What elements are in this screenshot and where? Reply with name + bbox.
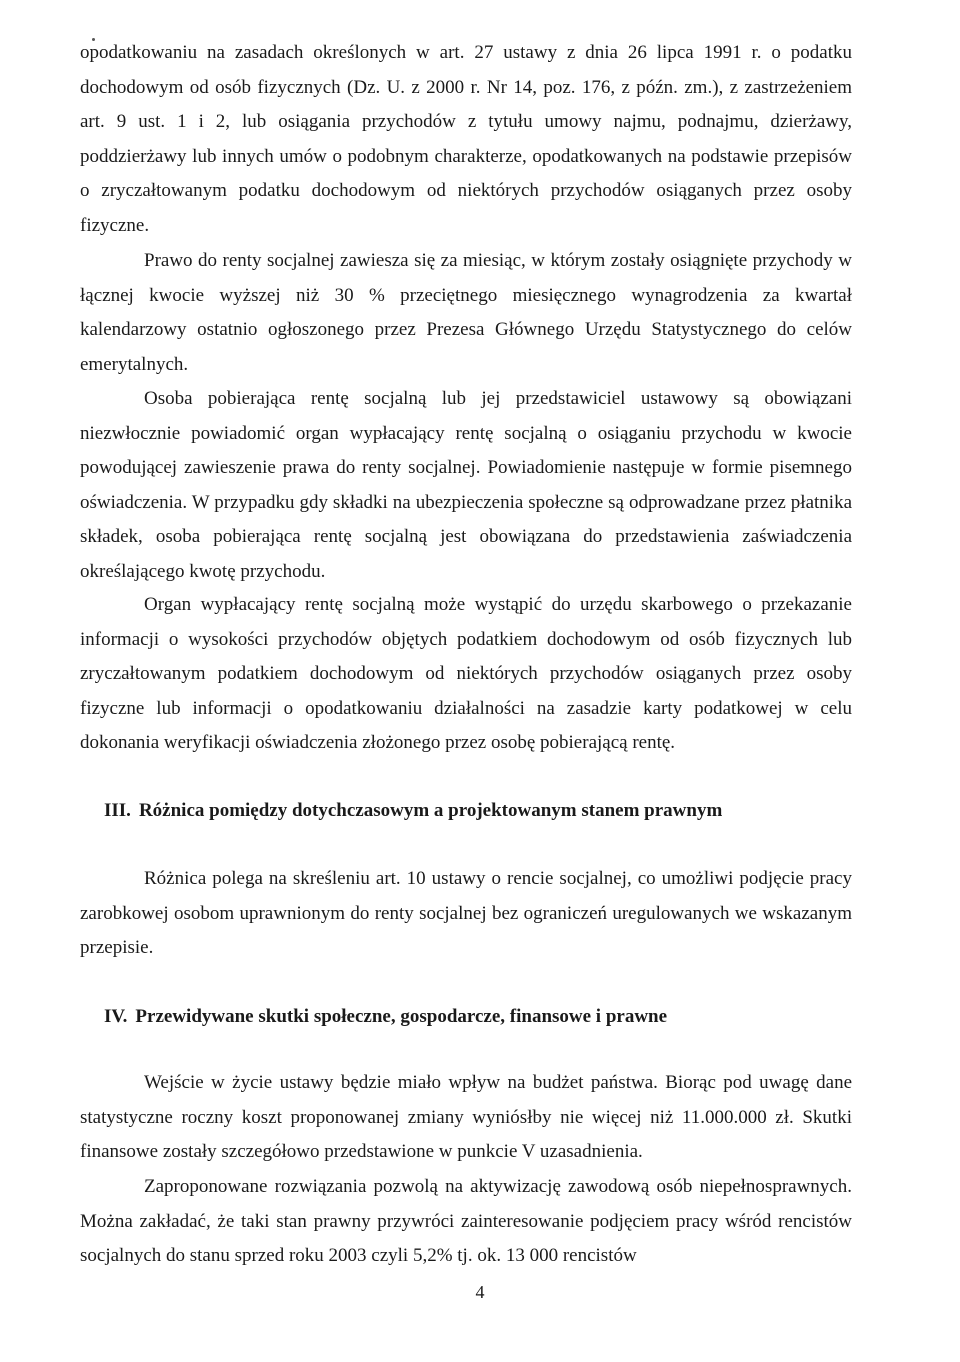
paragraph-difference: Różnica polega na skreśleniu art. 10 ustawy o rencie socjalnej, co umożliwi podjęcie pracy zarobkowej osobom uprawnionym do renty socjalnej bez ograniczeń uregulowanych we wskazanym przepisie.: [80, 868, 852, 959]
section-title: Przewidywane skutki społeczne, gospodarcze, finansowe i prawne: [135, 1006, 668, 1027]
section-heading-iii: [104, 800, 864, 822]
paragraph-suspension-rule: Prawo do renty socjalnej zawiesza się za miesiąc, w którym zostały osiągnięte przychody w łącznej kwocie wyższej niż 30 % przeciętnego miesięcznego wynagrodzenia za kwartał kalendarzowy ostatnio ogłoszonego przez Prezesa Głównego Urzędu Statystycznego do celów emerytalnych.: [80, 250, 852, 375]
section-number: III.: [104, 800, 131, 821]
paragraph-activation: Zaproponowane rozwiązania pozwolą na aktywizację zawodową osób niepełnosprawnych. Można zakładać, że taki stan prawny przywróci zainteresowanie podjęciem pracy wśród rencistów socjalnych do stanu sprzed roku 2003 czyli 5,2% tj. ok. 13 000 rencistów: [80, 1176, 852, 1267]
page-number: 4: [475, 1282, 485, 1302]
paragraph-tax-office-info: Organ wypłacający rentę socjalną może wystąpić do urzędu skarbowego o przekazanie informacji o wysokości przychodów objętych podatkiem dochodowym od osób fizycznych lub zryczałtowanym podatkiem dochodowym od niektórych przychodów osiąganych przez osoby fizyczne lub informacji o opodatkowaniu działalności na zasadzie karty podatkowej w celu dokonania weryfikacji oświadczenia złożonego przez osobę pobierającą rentę.: [80, 594, 852, 754]
paragraph-notification-duty: Osoba pobierająca rentę socjalną lub jej przedstawiciel ustawowy są obowiązani niezwłocznie powiadomić organ wypłacający rentę socjalną o osiąganiu przychodu w kwocie powodującej zawieszenie prawa do renty socjalnej. Powiadomienie następuje w formie pisemnego oświadczenia. W przypadku gdy składki na ubezpieczenia społeczne są odprowadzane przez płatnika składek, osoba pobierająca rentę socjalną jest obowiązana do przedstawienia zaświadczenia określającego kwotę przychodu.: [80, 388, 852, 582]
paragraph-budget-impact: Wejście w życie ustawy będzie miało wpływ na budżet państwa. Biorąc pod uwagę dane statystyczne roczny koszt proponowanej zmiany wyniósłby nie więcej niż 11.000.000 zł. Skutki finansowe zostały szczegółowo przedstawione w punkcie V uzasadnienia.: [80, 1072, 852, 1163]
paragraph-continuation: opodatkowaniu na zasadach określonych w art. 27 ustawy z dnia 26 lipca 1991 r. o podatku dochodowym od osób fizycznych (Dz. U. z 2000 r. Nr 14, poz. 176, z późn. zm.), z zastrzeżeniem art. 9 ust. 1 i 2, lub osiągania przychodów z tytułu umowy najmu, podnajmu, dzierżawy, poddzierżawy lub innych umów o podobnym charakterze, opodatkowanych na podstawie przepisów o zryczałtowanym podatku dochodowym od niektórych przychodów osiąganych przez osoby fizyczne.: [80, 42, 852, 236]
section-heading-iv: [104, 1006, 864, 1028]
section-number: IV.: [104, 1006, 128, 1027]
section-title: Różnica pomiędzy dotychczasowym a projektowanym stanem prawnym: [138, 800, 723, 821]
